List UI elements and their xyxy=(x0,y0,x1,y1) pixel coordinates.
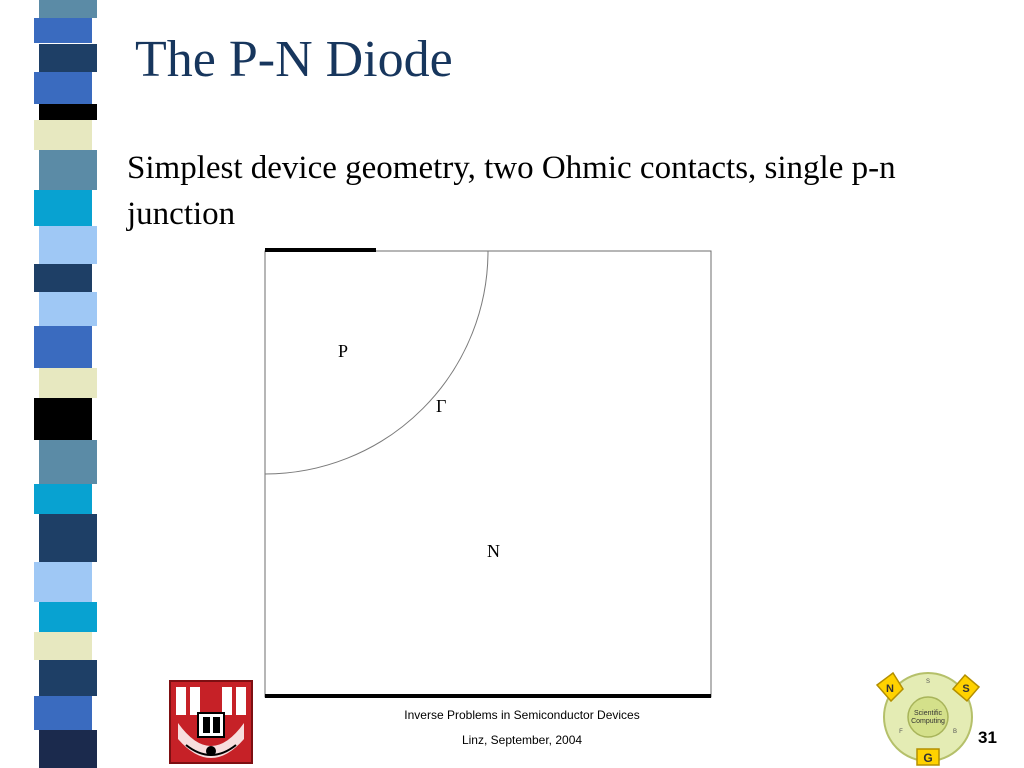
stripe-segment xyxy=(39,44,97,72)
logo-letter-n: N xyxy=(886,683,894,695)
decorative-stripe-bar xyxy=(0,0,100,768)
logo-small-letter-s: S xyxy=(925,679,931,685)
pn-diode-diagram xyxy=(262,245,714,700)
stripe-segment xyxy=(39,292,97,326)
footer-presentation-title: Inverse Problems in Semiconductor Devices xyxy=(404,708,640,722)
stripe-segment xyxy=(39,368,97,398)
logo-small-letter-b: B xyxy=(952,729,958,735)
university-crest-logo xyxy=(168,679,254,765)
stripe-segment xyxy=(34,72,92,104)
logo-letter-s: S xyxy=(962,683,970,695)
stripe-segment xyxy=(39,514,97,562)
slide-title: The P-N Diode xyxy=(135,31,453,88)
logo-small-letter-f: F xyxy=(899,729,903,735)
junction-gamma-label: Γ xyxy=(436,396,447,416)
scientific-computing-logo xyxy=(873,665,983,768)
stripe-segment xyxy=(34,326,92,368)
slide-number: 31 xyxy=(978,728,997,747)
stripe-segment xyxy=(34,120,92,150)
device-boundary xyxy=(265,251,711,697)
p-region-label: P xyxy=(338,341,349,361)
logo-center-text-2: Computing xyxy=(911,718,945,725)
stripe-segment xyxy=(39,104,97,120)
stripe-segment xyxy=(39,0,97,18)
n-region-label: N xyxy=(487,541,500,561)
stripe-segment xyxy=(34,264,92,292)
logo-letter-g: G xyxy=(923,751,933,765)
stripe-segment xyxy=(34,632,92,660)
logo-center-text-1: Scientific xyxy=(913,710,943,717)
footer-date: Linz, September, 2004 xyxy=(461,733,583,747)
stripe-segment xyxy=(34,562,92,602)
stripe-segment xyxy=(39,226,97,264)
stripe-segment xyxy=(34,484,92,514)
stripe-segment xyxy=(34,18,92,43)
stripe-segment xyxy=(39,660,97,696)
stripe-segment xyxy=(39,440,97,484)
stripe-segment xyxy=(39,150,97,190)
stripe-segment xyxy=(34,190,92,226)
stripe-segment xyxy=(39,602,97,632)
bullet-text: Simplest device geometry, two Ohmic contacts, single p-n junction xyxy=(127,150,896,232)
stripe-segment xyxy=(34,398,92,440)
